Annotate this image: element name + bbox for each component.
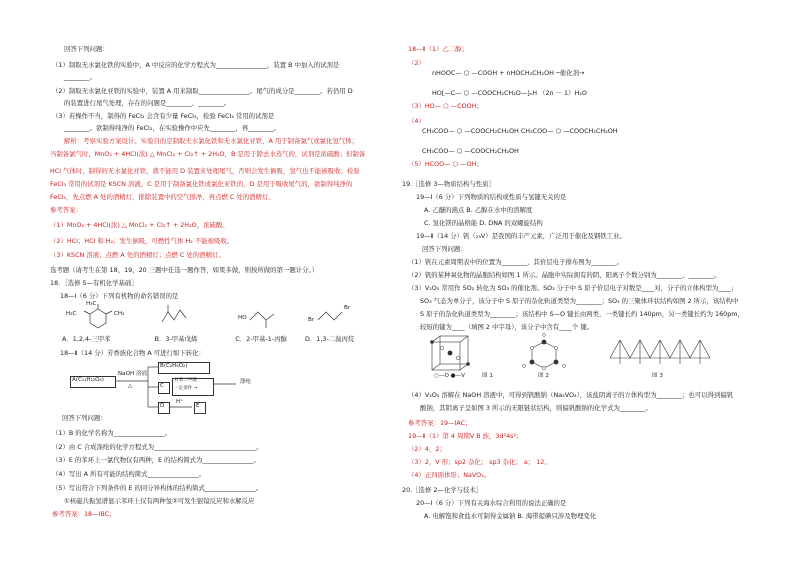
- question-line: 18—Ⅱ（14 分）芳香族化合物 A 可进行如下转化：: [60, 349, 205, 357]
- text-line: 回答下列问题：: [62, 414, 107, 422]
- figure-3-caption: 图 3: [652, 373, 663, 379]
- label-h3c: H₃C: [66, 311, 77, 317]
- structure-line: CH₃COO— ⬡ —COOCH₂CH₂OH: [422, 147, 519, 155]
- compound-e: E: [196, 403, 200, 409]
- figure-2-trimer: [523, 334, 566, 370]
- text-line: 回答下列问题：: [422, 245, 467, 253]
- text-line: （2）制取无水氯化亚铁的实验中，装置 A 用来制取________________。尾气的成分是________。若仍用 D: [52, 87, 353, 95]
- compound-a: A(C₁₁H₁₂O₄): [72, 377, 104, 383]
- figure-3-chain: [610, 340, 710, 364]
- reagent-naoh: NaOH 溶液: [118, 371, 148, 377]
- question-line: 19—Ⅰ（6 分）下列物质的结构或性质与氢键无关的是: [416, 193, 567, 201]
- figure-1-unit-cell: [430, 336, 470, 370]
- section-instruction: 选考题（请考生在第 18、19、20 三题中任选一题作答，如果多做，则按所做的第一题计分。）: [50, 266, 319, 274]
- explanation-line: 当制备氯气时，MnO₂ + 4HCl(浓) △ MnCl₂ + Cl₂↑ + 2H₂O，B 是用于除去水蒸气的，试剂是浓硫酸；但制备: [50, 150, 366, 158]
- equation-line: HO[—C— ⬡ —COOCH₂CH₂O—]ₙH （2n － 1）H₂O: [432, 89, 587, 97]
- figure-1-caption: 图 1: [482, 373, 493, 379]
- question-line: （3）V₂O₅ 常用作 SO₂ 转化为 SO₃ 的催化剂。SO₂ 分子中 S 原子价层电子对数是____对，分子的立体构型为____；: [408, 284, 738, 292]
- option-d: D．1,3-二溴丙烷: [304, 335, 355, 343]
- option-c: C．2-甲基-1-丙醇: [235, 335, 287, 343]
- explanation-line: HCl 气体时，制得的无水氯化亚铁，就不能用 D 装置来处理尾气，否则会发生倒吸，氢气也不能被吸收；检验: [50, 167, 360, 175]
- question-line: 较短的键为____（填图 2 中字母），该分子中含有____个 键。: [420, 323, 594, 331]
- benzene-ring: [90, 309, 106, 328]
- question-line: SO₃ 气态为单分子，该分子中 S 原子的杂化轨道类型为________；SO₃ 的三聚体环状结构如图 2 所示，该结构中: [420, 297, 739, 305]
- alcohol-skeleton: [250, 312, 274, 320]
- structure-line: CH₃COO— ⬡ —COOCH₂CH₂OH CH₃COO— ⬡ —COOCH₂CH₂OH: [422, 127, 618, 135]
- reaction-scheme: [64, 362, 294, 414]
- dibromide-skeleton: [318, 312, 342, 320]
- figure-2-caption: 图 2: [538, 373, 549, 379]
- answer-line: 19—Ⅱ（1）第 4 周期Ⅴ B 族，3d³4s²；: [408, 432, 523, 440]
- reagent-h: H⁺: [176, 399, 184, 405]
- equation-line: nHOOC— ⬡ —COOH + nHOCH₂CH₂OH ─催化剂→: [432, 69, 585, 77]
- question-line: 20—Ⅰ（6 分）下列有关海水综合利用的说法正确的是: [416, 499, 567, 507]
- option-b: B．3-甲基戊烯: [154, 335, 198, 343]
- answer-line: 18—Ⅱ（1）乙二醇；: [408, 45, 469, 53]
- explanation-line: FeCl₃ 常用的试剂是 KSCN 溶液，C 是用于制备氯化铁或氯化亚铁的，D 是用于吸收尾气的，欲制得纯净的: [50, 180, 353, 188]
- condition-text: 对苯二甲酸: [174, 378, 197, 383]
- answer-line: （3）KSCN 溶液；点燃 A 处的酒精灯；点燃 C 处的酒精灯。: [50, 251, 225, 259]
- compound-d: D: [160, 403, 165, 409]
- condition-note: 一定条件 →: [174, 386, 198, 391]
- answer-line: （4）: [408, 117, 425, 125]
- options-line: A. 乙醚的沸点 B. 乙醇在水中的溶解度: [424, 206, 533, 214]
- question-line: （5）写出符合下列条件的 E 的同分异构体的结构简式________________。: [52, 484, 263, 492]
- question-line: ①核磁共振氢谱显示苯环上仅有两种氢②可发生银镜反应和水解反应: [64, 497, 255, 505]
- explanation-line: FeCl₂，先点燃 A 处的酒精灯，排除装置中的空气排净，再点燃 C 处的酒精灯。: [50, 193, 275, 201]
- label-ho: HO: [238, 315, 247, 321]
- question-line: （2）钒的某种氧化物的晶胞结构如图 1 所示。晶胞中实际拥有的阴、阳离子个数分别为________、________。: [408, 271, 721, 279]
- answer-heading: 参考答案：: [50, 206, 82, 214]
- options-line: C. 氢化镁的晶格能 D. DNA 的双螺旋结构: [424, 219, 543, 227]
- answer-line: （2）: [408, 59, 425, 67]
- figure-legend: ○—O ●—V: [434, 373, 465, 379]
- question-line: （3）E 的苯环上一氯代物仅有两种，E 的结构简式为________________。: [52, 456, 260, 464]
- question-line: （1）钒在元素周期表中的位置为________，其价层电子排布图为________。: [408, 258, 623, 266]
- crystal-figures: [422, 334, 742, 386]
- text-line: ________。: [64, 73, 96, 81]
- label-ch3: CH₃: [114, 311, 125, 317]
- text-line: （1）制取无水氯化铁的实验中，A 中反应的化学方程式为________________，装置 B 中加入的试剂是: [52, 61, 340, 69]
- crystal-drawings: [422, 334, 742, 386]
- answer-line: （1）MnO₂ + 4HCl(浓) △ MnCl₂ + Cl₂↑ + 2H₂O，浓硫酸。: [50, 221, 229, 229]
- section-heading: 18．［选修 5—有机化学基础］: [50, 279, 138, 287]
- answer-line: （4）正四面体形；NaVO₃。: [408, 471, 491, 479]
- explanation-line: 解析：考察实验方案设计。实验目的是制取无水氯化铁和无水氯化亚铁，A 用于制备氯气或氯化氢气体；: [64, 137, 358, 145]
- question-line: S 原子的杂化轨道类型为________；该结构中 S—O 键长由两类，一类键长约 140pm，另一类键长约为 160pm，: [420, 310, 744, 318]
- label-br: Br: [308, 317, 315, 323]
- reagent-heat: △: [128, 383, 133, 389]
- answer-line: （5）HCOO— ⬡ —OH；: [408, 160, 483, 168]
- answer-heading: 参考答案：19—ⅠAC；: [408, 419, 472, 427]
- question-line: （4）写出 A 所有可能的结构简式________________。: [52, 470, 206, 478]
- text-line: 的装置进行尾气处理，存在的问题是________、________。: [64, 99, 231, 107]
- answer-line: （3）HO— ⬡ —COOH；: [408, 102, 483, 110]
- answer-line: （3）2，V 形；sp2 杂化； sp3 杂化； a； 12。: [408, 458, 551, 466]
- section-heading: 19.［选修 3—物质结构与性质］: [402, 180, 495, 188]
- question-line: （1）B 的化学名称为________________。: [52, 429, 172, 437]
- options-line: A. 电解饱和食盐水可制得金属钠 B. 海带提碘只涉及物理变化: [424, 512, 597, 520]
- question-line: （4）V₂O₅ 溶解在 NaOH 溶液中，可得到钒酸钠（Na₃VO₄），该盐阴离子的立体构型为________；也可以得到偏钒: [408, 391, 734, 399]
- structure-figures: [62, 302, 362, 334]
- polyester-label: 涤纶: [240, 379, 252, 385]
- right-column: [402, 0, 753, 566]
- question-line: 19—Ⅱ（14 分）钒（₂₃V）是我国的丰产元素，广泛用于催化及钢铁工业。: [416, 232, 626, 240]
- question-line: （2）由 C 合成涤纶的化学方程式为________________________________。: [52, 443, 263, 451]
- left-column: [52, 0, 382, 566]
- answer-line: 参考答案：18—ⅠBC；: [52, 510, 116, 518]
- text-line: （3）若操作不当，制得的 FeCl₂ 会含有少量 FeCl₃，检验 FeCl₃ 常用的试剂是: [52, 112, 275, 120]
- label-h3c: H₃C: [86, 301, 97, 307]
- question-line: 18—Ⅰ（6 分）下列有机物的命名错误的是: [60, 292, 179, 300]
- answer-line: （2）4，2；: [408, 445, 446, 453]
- label-br: Br: [344, 305, 351, 311]
- text-line: ________。欲制得纯净的 FeCl₂，在实验操作中应先________，再________。: [64, 124, 281, 132]
- answer-line: （2）HCl；HCl 和 H₂；发生倒吸，可燃性气体 H₂ 不能被吸收。: [50, 237, 234, 245]
- structure-drawings: [62, 302, 362, 334]
- options-line: [62, 336, 354, 342]
- alkene-skeleton: [162, 310, 186, 322]
- section-heading: 20.［选修 2—化学与技术］: [402, 486, 483, 494]
- compound-c: C: [160, 383, 164, 389]
- question-line: 酸钠，其阴离子呈如图 3 所示的无限链状结构，则偏钒酸钠的化学式为________。: [420, 404, 652, 412]
- compound-b: B(C₂H₆O₂): [160, 363, 188, 369]
- option-a: A．1,2,4-三甲苯: [62, 335, 111, 343]
- text-line: 回答下列问题：: [64, 45, 109, 53]
